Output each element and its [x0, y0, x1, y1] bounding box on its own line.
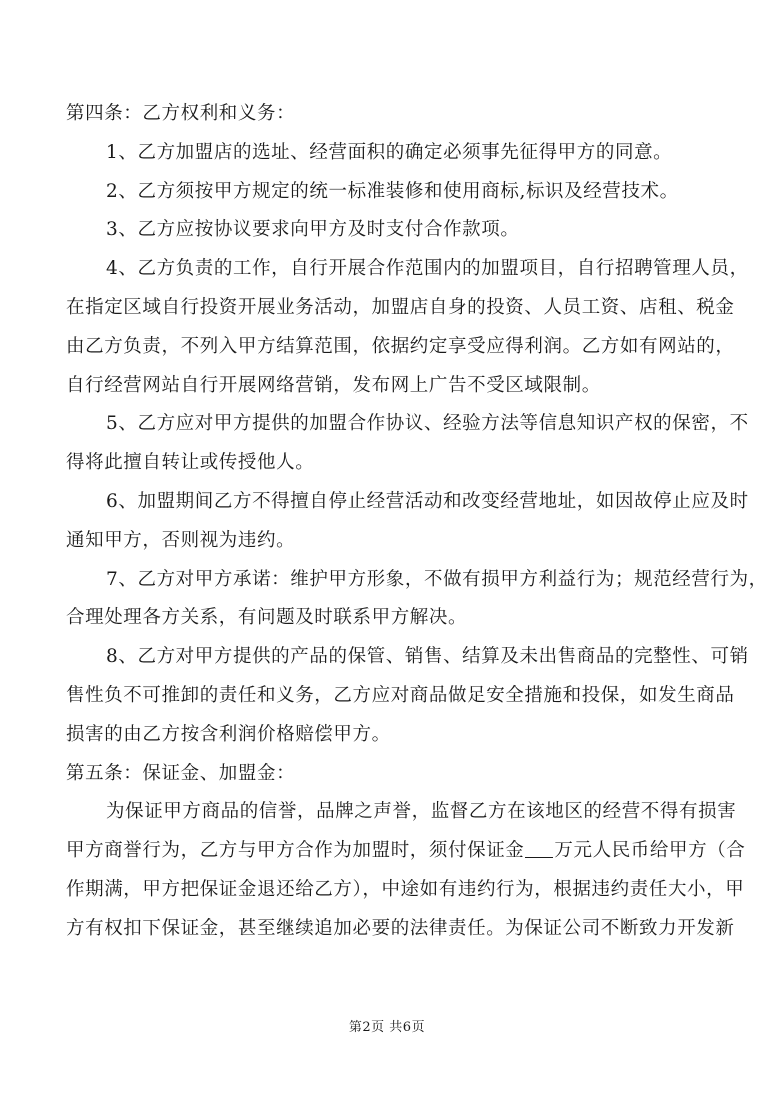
clause-2 — [66, 173, 714, 212]
clause-line: 5、乙方应对甲方提供的加盟合作协议、经验方法等信息知识产权的保密，不 — [106, 413, 749, 435]
paragraph-line: 为保证甲方商品的信誉，品牌之声誉，监督乙方在该地区的经营不得有损害 — [106, 801, 737, 823]
clause-3 — [66, 211, 714, 250]
clause-7 — [66, 561, 768, 639]
deposit-text-before: 甲方商誉行为，乙方与甲方合作为加盟时，须付保证金 — [66, 840, 525, 862]
section-5-paragraph — [66, 793, 746, 948]
clause-line: 6、加盟期间乙方不得擅自停止经营活动和改变经营地址，如因故停止应及时 — [106, 490, 749, 512]
clause-1 — [66, 134, 714, 173]
clause-line: 在指定区域自行投资开展业务活动，加盟店自身的投资、人员工资、店租、税金 — [66, 296, 735, 318]
clause-line: 4、乙方负责的工作，自行开展合作范围内的加盟项目，自行招聘管理人员， — [106, 258, 749, 280]
clause-line: 2、乙方须按甲方规定的统一标准装修和使用商标,标识及经营技术。 — [106, 180, 679, 202]
clause-line: 8、乙方对甲方提供的产品的保管、销售、结算及未出售商品的完整性、可销 — [106, 646, 749, 668]
section-5-heading: 第五条：保证金、加盟金： — [66, 762, 296, 784]
clause-8 — [66, 638, 749, 754]
clause-line: 由乙方负责，不列入甲方结算范围，依据约定享受应得利润。乙方如有网站的， — [66, 335, 735, 357]
deposit-amount-blank — [525, 841, 553, 858]
clause-line: 合理处理各方关系，有问题及时联系甲方解决。 — [66, 607, 468, 629]
paragraph-line: 作期满，甲方把保证金退还给乙方），中途如有违约行为，根据违约责任大小，甲 — [66, 878, 745, 900]
clause-5 — [66, 405, 749, 483]
clause-line: 得将此擅自转让或传授他人。 — [66, 452, 315, 474]
clause-line: 自行经营网站自行开展网络营销，发布网上广告不受区域限制。 — [66, 374, 601, 396]
clause-line: 损害的由乙方按含利润价格赔偿甲方。 — [66, 723, 391, 745]
clause-line: 7、乙方对甲方承诺：维护甲方形象，不做有损甲方利益行为；规范经营行为， — [106, 568, 768, 590]
paragraph-line — [66, 832, 746, 871]
section-4-heading: 第四条：乙方权利和义务： — [66, 103, 296, 124]
deposit-text-after: 万元人民币给甲方（合 — [554, 840, 746, 862]
paragraph-line: 方有权扣下保证金，甚至继续追加必要的法律责任。为保证公司不断致力开发新 — [66, 917, 735, 939]
clause-6 — [66, 483, 749, 561]
clause-line: 3、乙方应按协议要求向甲方及时支付合作款项。 — [106, 219, 520, 241]
clause-line: 1、乙方加盟店的选址、经营面积的确定必须事先征得甲方的同意。 — [106, 141, 673, 163]
clause-line: 通知甲方，否则视为违约。 — [66, 529, 296, 551]
clause-4 — [66, 250, 749, 405]
document-body — [66, 95, 768, 949]
page-number: 第2页 共6页 — [348, 1020, 426, 1035]
clause-line: 售性负不可推卸的责任和义务，乙方应对商品做足安全措施和投保，如发生商品 — [66, 684, 735, 706]
